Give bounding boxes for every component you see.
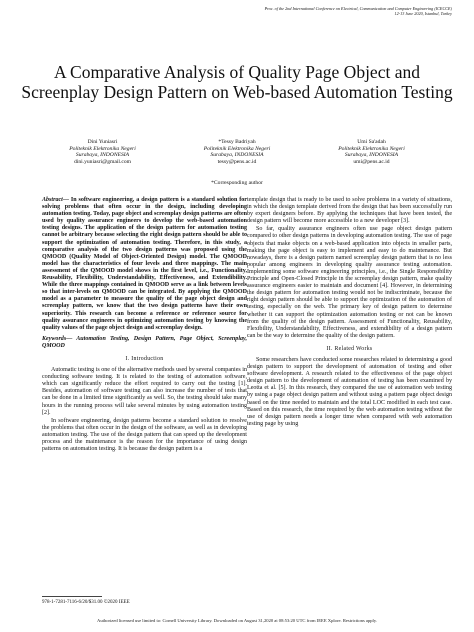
- author-affiliation: Politeknik Elektronika Negeri: [203, 145, 271, 152]
- author-name: Dini Yuniasri: [87, 139, 118, 145]
- conference-header: [152, 6, 452, 17]
- author-name: Umi Sa'adah: [357, 139, 386, 145]
- author-city: Surabaya, INDONESIA: [344, 152, 399, 159]
- author-1: [40, 139, 165, 165]
- author-name: *Tessy Badriyah: [218, 139, 256, 145]
- abstract: [42, 197, 247, 332]
- author-affiliation: Politeknik Elektronika Negeri: [338, 145, 405, 152]
- author-city: Surabaya, INDONESIA: [75, 152, 130, 159]
- author-block: [40, 139, 434, 165]
- author-affiliation: Politeknik Elektronika Negeri: [69, 145, 136, 152]
- conference-line: Proc. of the 2nd International Conference on Electrical, Communication and Computer Engineering (ICECCE): [264, 6, 452, 11]
- author-email: umi@pens.ac.id: [353, 158, 390, 165]
- corresponding-author-note: *Corresponding author: [211, 180, 263, 186]
- left-column: [42, 197, 247, 454]
- author-2: [175, 139, 300, 165]
- section-heading-introduction: I. Introduction: [125, 355, 164, 362]
- right-column: [247, 197, 452, 429]
- author-city: Surabaya, INDONESIA: [210, 152, 264, 159]
- keywords: Keywords— Automation Testing, Design Pattern, Page Object, Screenplay, QMOOD: [42, 335, 247, 349]
- conference-date-line: 12-13 June 2020, Istanbul, Turkey: [394, 11, 452, 17]
- isbn-copyright: 978-1-7281-7116-6/20/$31.00 ©2020 IEEE: [42, 600, 130, 605]
- section-heading-related-works: II. Related Works: [326, 345, 373, 352]
- paragraph: In software engineering, design patterns become a standard solution to resolve the problems that often occur in the design of the software, as well as in developing automation testing. The use of the design pattern that can speed up the development process and the maintenance is the reason for the importance of using design patterns on automation testing. It is because the design pattern is a: [42, 417, 247, 453]
- abstract-text: — In software engineering, a design pattern is a standard solution for solving problems that often occur in the design, including developing automation testing. Today, page object and screenplay design patterns are often used by quality assurance engineers to develop the web-based automation testing designs. The application of the design pattern for automation testing cannot be arbitrary because selecting the right design pattern should be able to support the optimization of automation testing. Therefore, in this study, a comparative analysis of the two design patterns was proposed using the QMOOD (Quality Model of Object-Oriented Design) model. The QMOOD model has the characteristics of four levels and three mappings. The main assessment of the QMOOD model shows in the first level, i.e., Functionality, Reusability, Flexibility, Understandability, Effectiveness, and Extendibility. While the three mappings contained in QMOOD serve as a link between levels so that inter-levels on QMOOD can be integrated. By applying the QMOOD model as a parameter to measure the quality of the page object design and screenplay pattern, we know that the two design patterns have their own superiority. This research can become a reference or reference source for quality assurance engineers in optimizing automation testing by knowing the quality values of the page object design and screenplay design.: [42, 197, 247, 331]
- author-email: dini.yuniasri@gmail.com: [73, 158, 132, 165]
- license-notice: Authorized licensed use limited to: Cornell University Library. Downloaded on August 31,2020 at 08:53:20 UTC from IEEE Xplore. Restrictions apply.: [97, 618, 377, 623]
- author-email: tessy@pens.ac.id: [217, 158, 257, 165]
- footer-rule: [42, 596, 102, 597]
- abstract-lead: Abstract: [42, 197, 63, 203]
- paragraph: Some researchers have conducted some researches related to determining a good design pattern to support the development of automation of testing and other software development. A research related to the effectiveness of the page object design pattern to the development of automation of testing has been examined by Leotta et al. [5]. In this research, they compared the use of automation web testing by using a page object design pattern and without using a pattern page object design based on the time needed to maintain and the total LOC modified in each test case. Based on this research, the time required by the web automation testing without the use of design pattern needs a longer time when compared with web automation testing page by using: [247, 356, 452, 427]
- paragraph: So far, quality assurance engineers often use page object design pattern compared to other design patterns in developing automation testing. The use of page objects that make objects on a web-based application into objects in smaller parts, making the page object is easy to implement and easy to do maintenance. But nowadays, there is a design pattern named screenplay design pattern that is no less popular among engineers in developing quality assurance testing automation. Implementing some software engineering principles, i.e., the Single Responsibility Principle and Open-Closed Principle in the screenplay design pattern, make quality assurance engineers easier to maintain and document [4]. However, in determining the design pattern for automation testing would not be indiscriminate, because the right design pattern should be able to support the optimization of the automation of testing, especially on the web. The primary key of design pattern to determine whether it can support the optimization automation testing or not can be known from the quality of the design pattern. Assessment of Functionality, Reusability, Flexibility, Understandability, Effectiveness, and extendibility of a design pattern can be the way to determine the quality of the design pattern.: [247, 226, 452, 339]
- paper-title: A Comparative Analysis of Quality Page Object and Screenplay Design Pattern on Web-based Automation Testing: [21, 61, 453, 102]
- author-3: [309, 139, 434, 165]
- paragraph: template design that is ready to be used to solve problems in a variety of situations, in which the design template derived from the design that has been successfully run by expert designers before. By applying the techniques that have been tested, the design pattern will become more accessible to a new developer [3].: [247, 197, 452, 225]
- paragraph: Automatic testing is one of the alternative methods used by several companies in conducting software testing. It is related to the testing of automation software, which can significantly reduce the effort required to carry out the testing [1]. Besides, automation of software testing can also increase the number of tests that can be done in a limited time significantly as well. So, the testing should take many hours in the running process will take several minutes by using automation testing [2].: [42, 367, 247, 416]
